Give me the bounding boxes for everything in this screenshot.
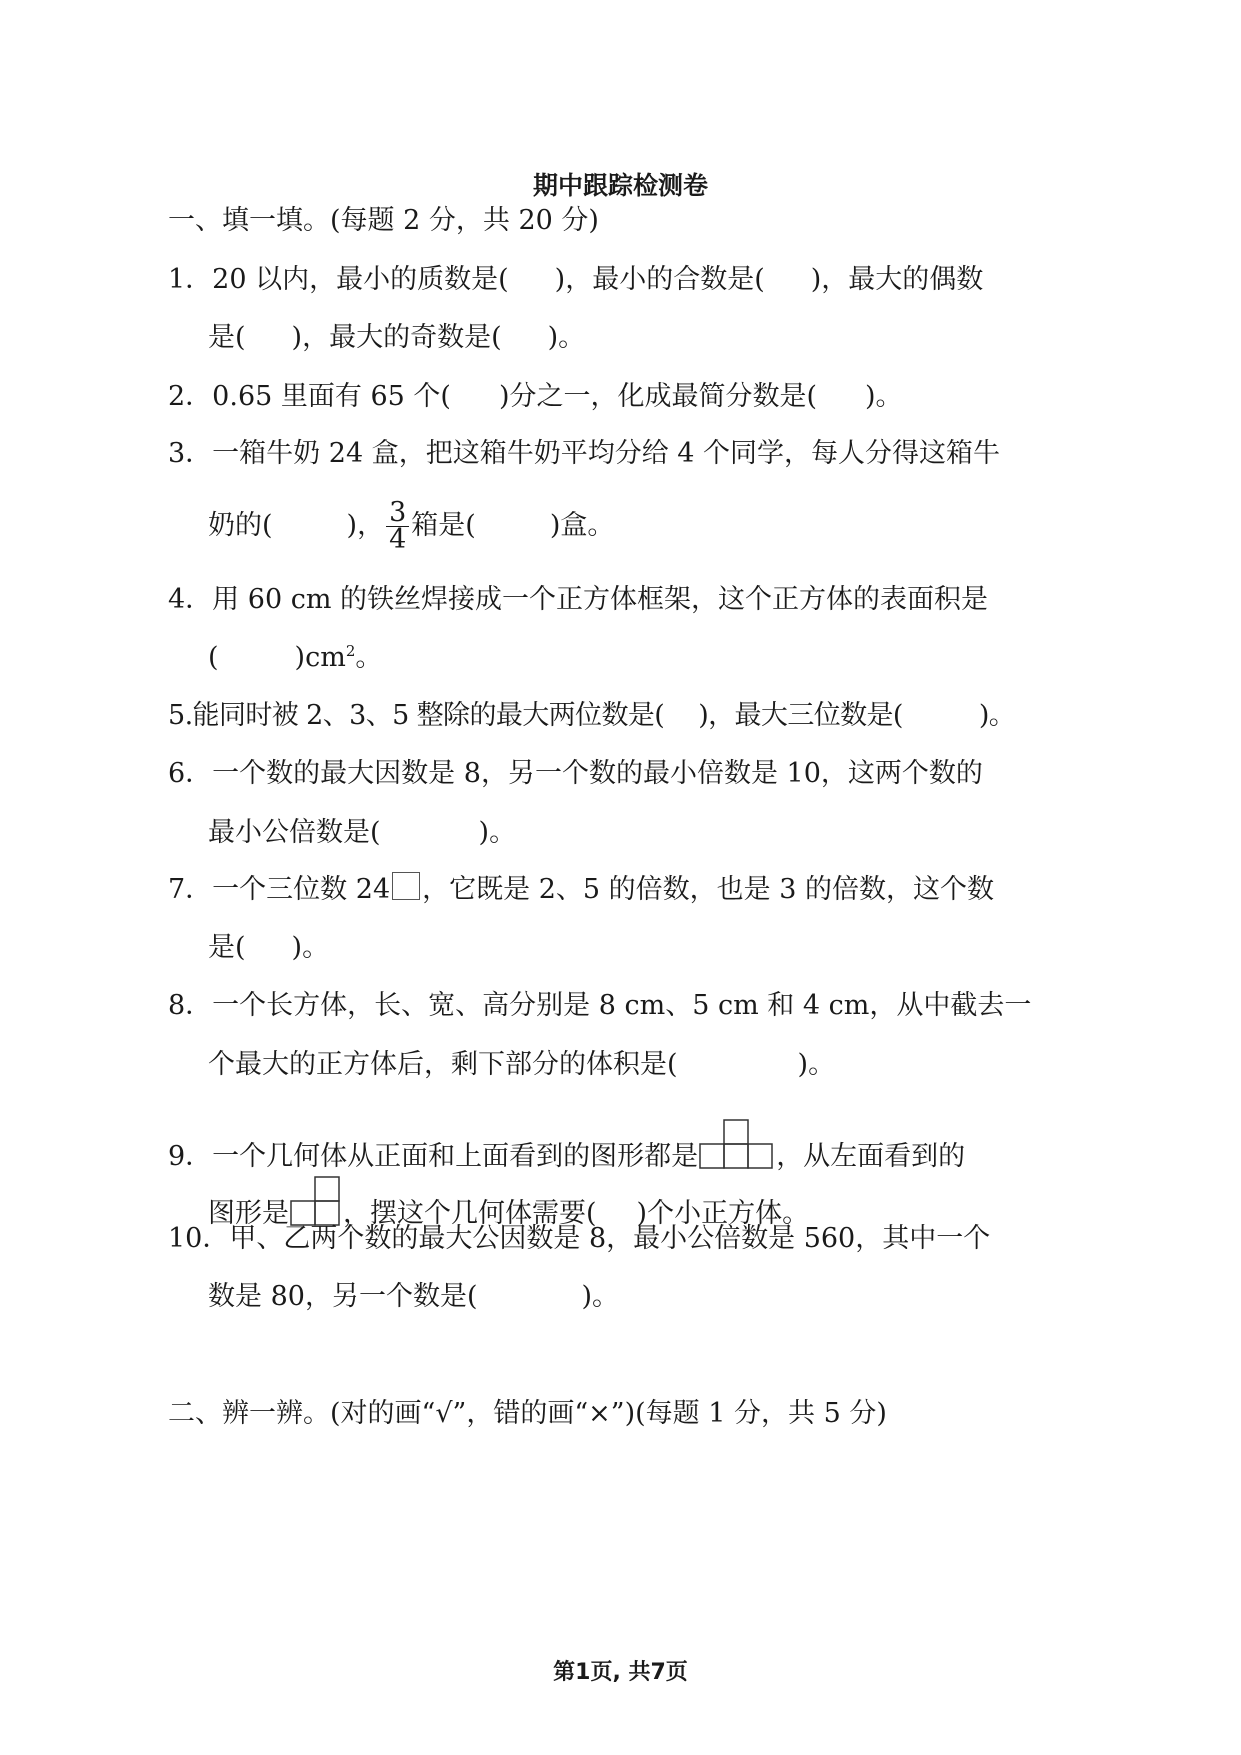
page-title: 期中跟踪检测卷 — [532, 171, 708, 200]
question-3-line-2: 奶的( )， $\frac{3}{4}$ 箱是( )盒。 — [208, 497, 615, 555]
question-9-line-1: 9．一个几何体从正面和上面看到的图形都是 ，从左面看到的 — [168, 1117, 965, 1175]
question-1-line-2: 是( )，最大的奇数是( )。 — [208, 322, 586, 353]
page-number: 第1页, 共7页 — [553, 1660, 688, 1685]
fraction-three-quarters: $\frac{3}{4}$ — [386, 500, 409, 553]
question-2: 2．0.65 里面有 65 个( )分之一，化成最简分数是( )。 — [168, 381, 903, 412]
question-9-line-2: 图形是 ，摆这个几何体需要( )个小正方体。 — [208, 1174, 809, 1232]
section2-heading: 二、辨一辨。(对的画“√”，错的画“×”)(每题 1 分，共 5 分) — [168, 1398, 887, 1429]
section1-heading: 一、填一填。(每题 2 分，共 20 分) — [168, 205, 599, 236]
question-10-line-1: 10．甲、乙两个数的最大公因数是 8，最小公倍数是 560，其中一个 — [168, 1223, 991, 1254]
question-7-line-1: 7．一个三位数 24 ，它既是 2、5 的倍数，也是 3 的倍数，这个数 — [168, 874, 994, 905]
left-view-figure — [290, 1174, 342, 1226]
question-4-line-1: 4．用 60 cm 的铁丝焊接成一个正方体框架，这个正方体的表面积是 — [168, 584, 989, 615]
question-3-line-1: 3．一箱牛奶 24 盒，把这箱牛奶平均分给 4 个同学，每人分得这箱牛 — [168, 438, 1001, 469]
question-8-line-2: 个最大的正方体后，剩下部分的体积是( )。 — [208, 1049, 836, 1080]
question-10-line-2: 数是 80，另一个数是( )。 — [208, 1281, 620, 1312]
question-1-line-1: 1．20 以内，最小的质数是( )，最小的合数是( )，最大的偶数 — [168, 264, 984, 295]
question-6-line-1: 6．一个数的最大因数是 8，另一个数的最小倍数是 10，这两个数的 — [168, 758, 983, 789]
question-7-line-2: 是( )。 — [208, 932, 330, 963]
question-8-line-1: 8．一个长方体，长、宽、高分别是 8 cm、5 cm 和 4 cm，从中截去一 — [168, 990, 1032, 1021]
digit-box[interactable] — [392, 872, 420, 900]
front-top-view-figure — [699, 1117, 775, 1169]
question-5: 5.能同时被 2、3、5 整除的最大两位数是( )，最大三位数是( )。 — [168, 700, 1016, 731]
question-4-line-2: ( )$cm^2$。 — [208, 642, 383, 673]
question-6-line-2: 最小公倍数是( )。 — [208, 817, 517, 848]
